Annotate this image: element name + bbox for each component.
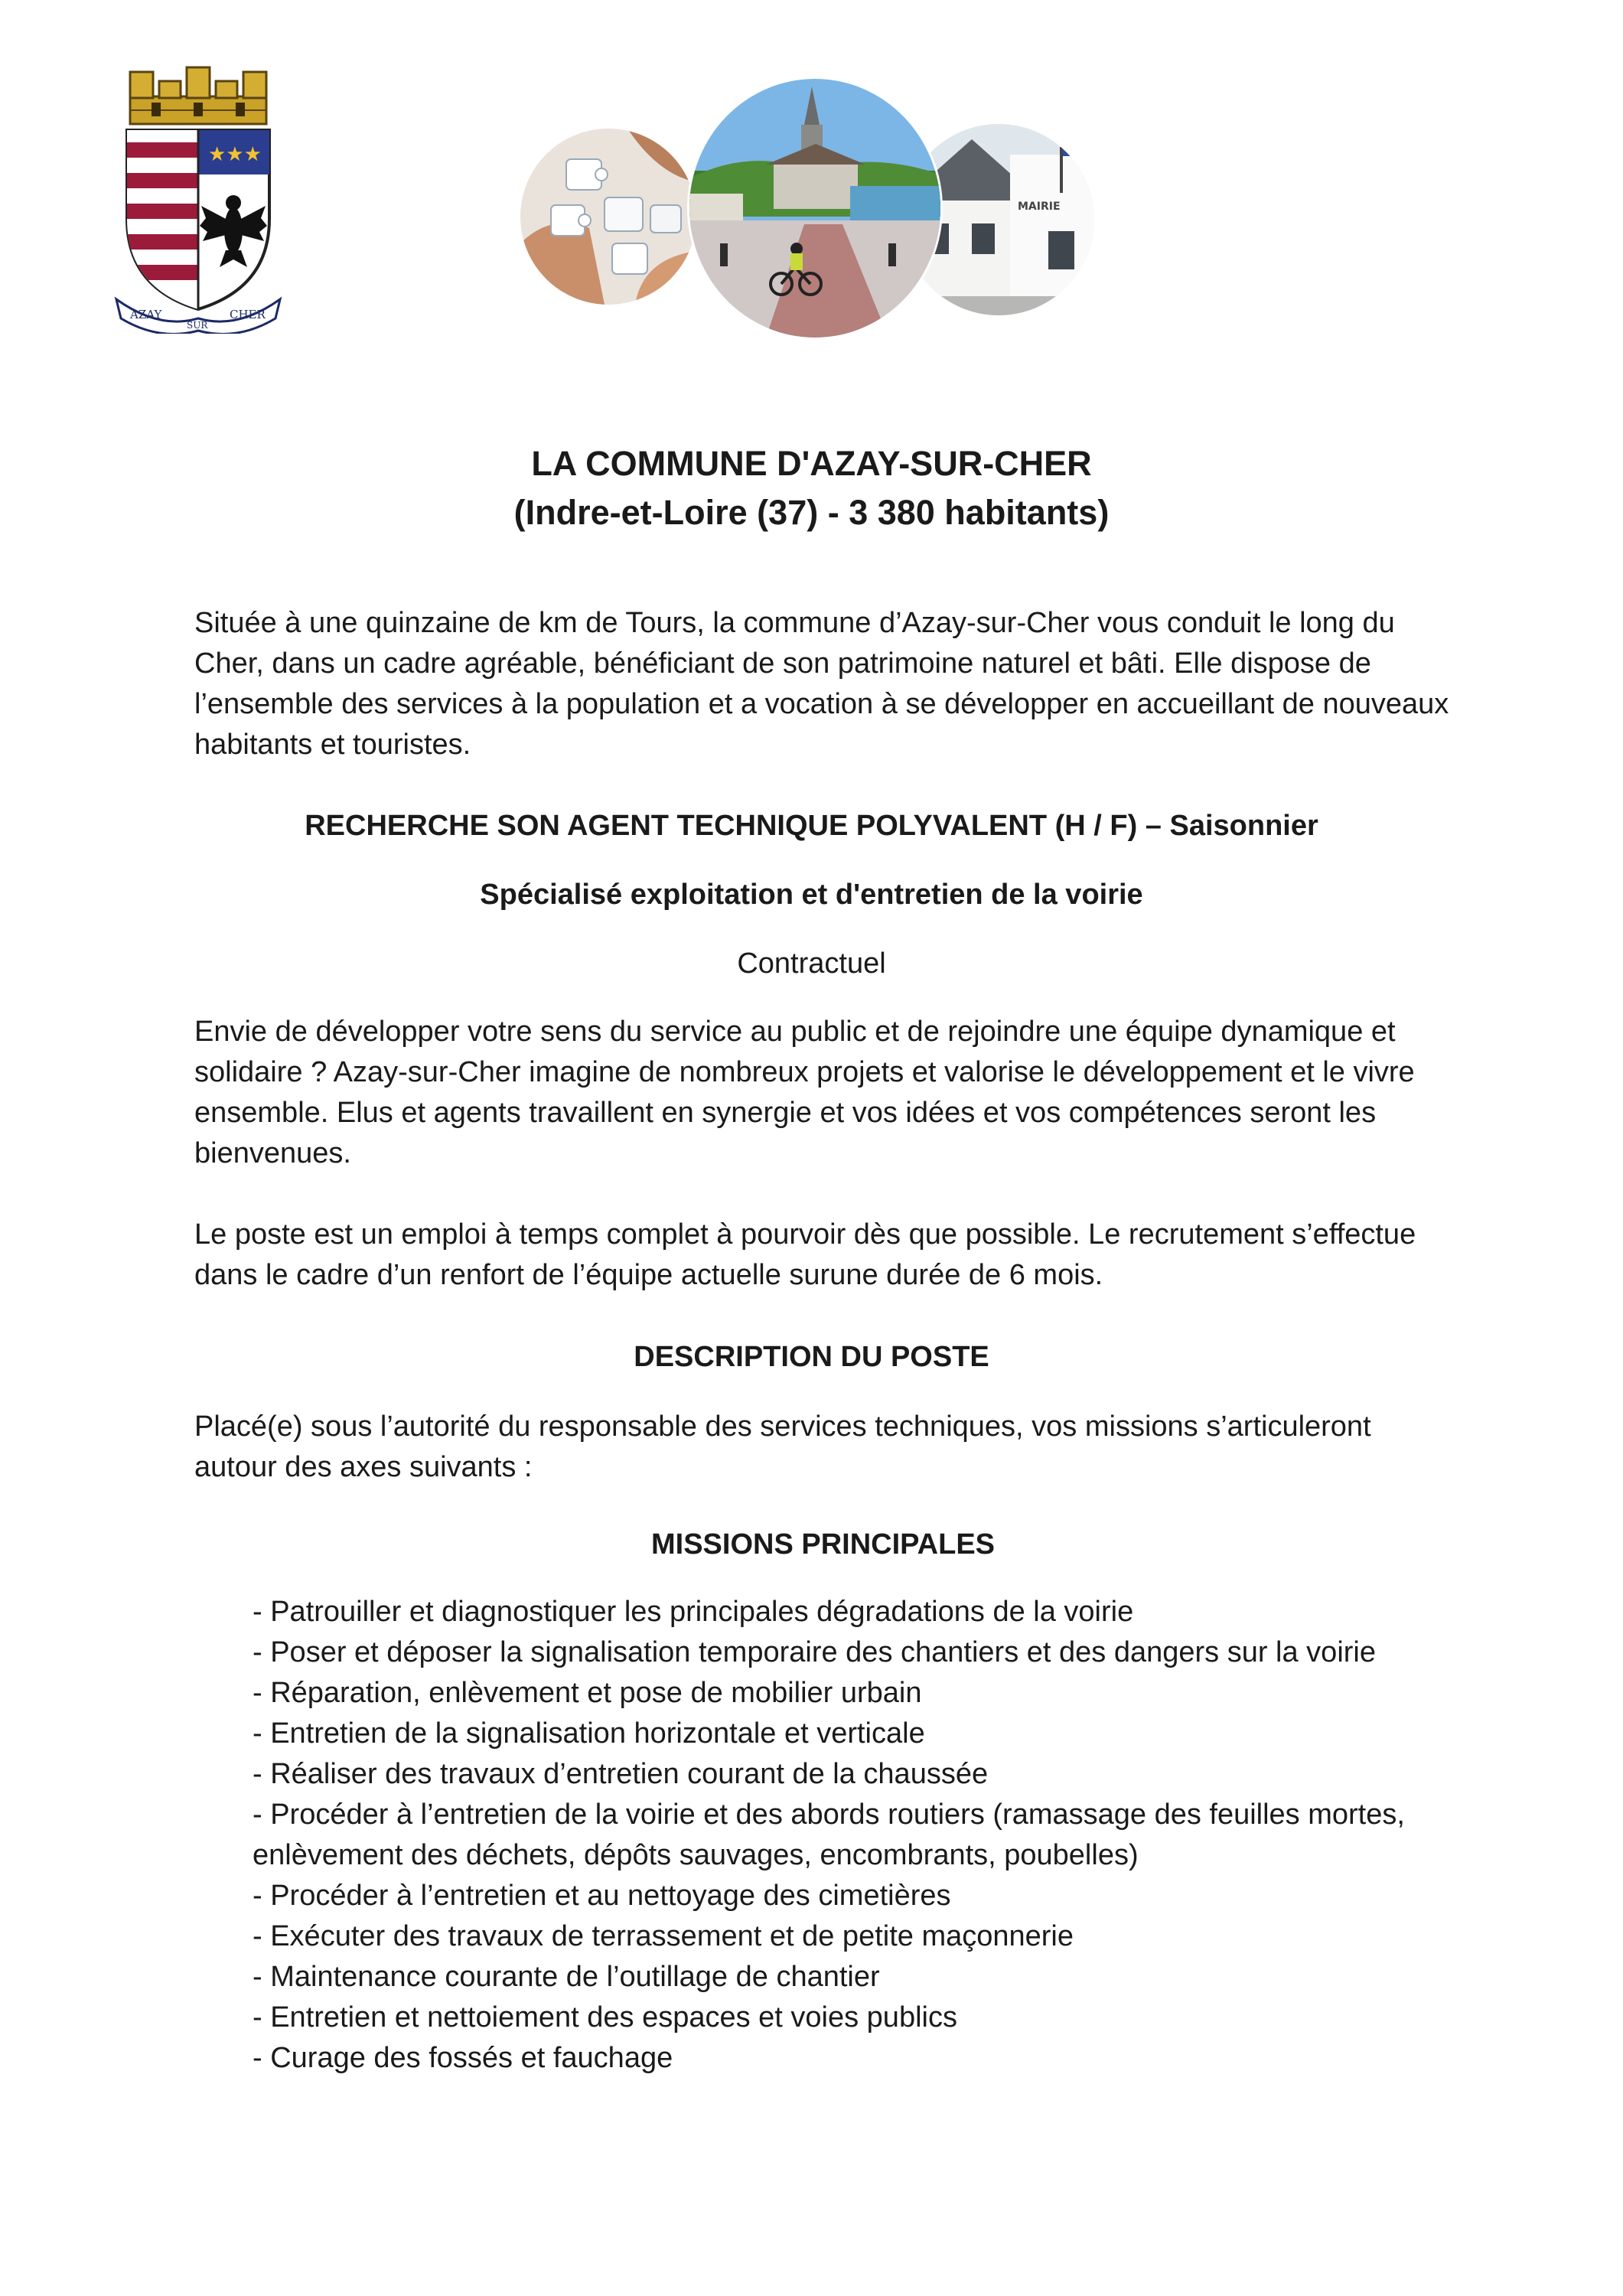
missions-list bbox=[253, 1592, 1454, 2079]
crest-ribbon-middle: SUR bbox=[187, 320, 208, 331]
svg-text:★★★: ★★★ bbox=[208, 143, 262, 166]
missions-heading: MISSIONS PRINCIPALES bbox=[650, 1528, 996, 1561]
crest-ribbon-right: CHER bbox=[230, 308, 266, 321]
list-item: - Exécuter des travaux de terrassement et de petite maçonnerie bbox=[253, 1920, 1074, 1952]
pitch-paragraph: Envie de développer votre sens du service au public et de rejoindre une équipe dynamique et solidaire ? Azay-sur-Cher imagine de nombreux projets et valorise le développement et le vivre ensemble. Elus et agents travaillent en synergie et vos idées et vos compétences seront les bienvenues. bbox=[194, 1016, 1415, 1169]
crest-ribbon-left: AZAY bbox=[130, 308, 162, 321]
page-subtitle: (Indre-et-Loire (37) - 3 380 habitants) bbox=[513, 493, 1110, 532]
intro-paragraph: Située à une quinzaine de km de Tours, la commune d’Azay-sur-Cher vous conduit le long du Cher, dans un cadre agréable, bénéficiant de son patrimoine naturel et bâti. Elle dispose de l’ensemble des services à la population et a vocation à se développer en accueillant de nouveaux habitants et touristes. bbox=[194, 607, 1449, 761]
job-speciality: Spécialisé exploitation et d'entretien de la voirie bbox=[480, 879, 1143, 911]
description-heading: DESCRIPTION DU POSTE bbox=[634, 1341, 989, 1373]
page-title: LA COMMUNE D'AZAY-SUR-CHER bbox=[531, 444, 1092, 483]
header-photo-collage bbox=[520, 77, 1110, 337]
town-crest-logo bbox=[113, 66, 283, 334]
crest-shield-icon bbox=[113, 66, 283, 334]
puzzle-photo bbox=[520, 129, 696, 305]
list-item: - Procéder à l’entretien et au nettoyage des cimetières bbox=[253, 1880, 951, 1912]
mairie-sign: MAIRIE bbox=[1018, 201, 1061, 213]
list-item: - Procéder à l’entretien de la voirie et des abords routiers (ramassage des feuilles mortes, enlèvement des déchets, dépôts sauvages, encombrants, poubelles) bbox=[253, 1799, 1405, 1871]
description-paragraph: Placé(e) sous l’autorité du responsable des services techniques, vos missions s’articuleront autour des axes suivants : bbox=[194, 1411, 1371, 1483]
list-item: - Poser et déposer la signalisation temporaire des chantiers et des dangers sur la voirie bbox=[253, 1636, 1376, 1668]
list-item: - Curage des fossés et fauchage bbox=[253, 2042, 673, 2074]
job-contract-type: Contractuel bbox=[737, 947, 886, 980]
job-headline: RECHERCHE SON AGENT TECHNIQUE POLYVALENT (H / F) – Saisonnier bbox=[305, 810, 1318, 842]
list-item: - Patrouiller et diagnostiquer les principales dégradations de la voirie bbox=[253, 1596, 1134, 1628]
list-item: - Maintenance courante de l’outillage de chantier bbox=[253, 1961, 880, 1993]
position-paragraph: Le poste est un emploi à temps complet à pourvoir dès que possible. Le recrutement s’effectue dans le cadre d’un renfort de l’équipe actuelle surune durée de 6 mois. bbox=[194, 1218, 1416, 1291]
list-item: - Entretien de la signalisation horizontale et verticale bbox=[253, 1717, 925, 1750]
village-photo bbox=[687, 77, 943, 340]
list-item: - Réparation, enlèvement et pose de mobilier urbain bbox=[253, 1677, 922, 1709]
list-item: - Entretien et nettoiement des espaces et voies publics bbox=[253, 2001, 957, 2033]
list-item: - Réaliser des travaux d’entretien courant de la chaussée bbox=[253, 1758, 989, 1790]
